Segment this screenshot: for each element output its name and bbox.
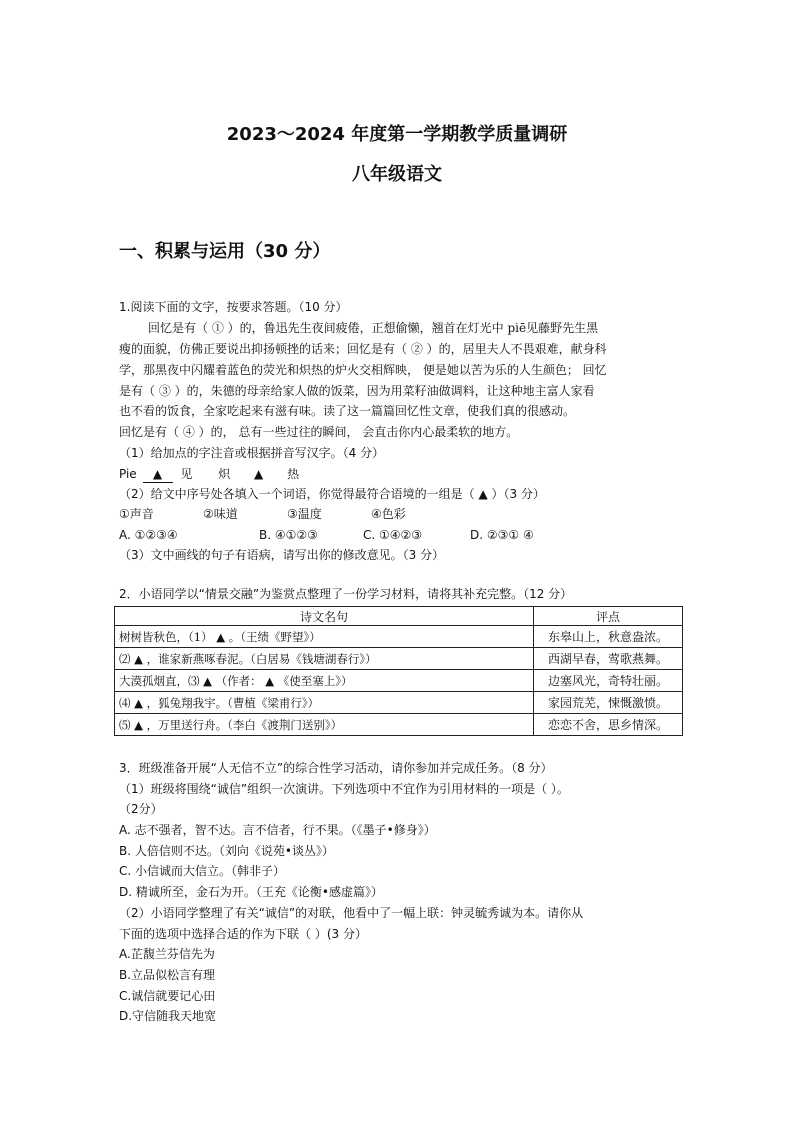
q3-sub2: （2）小语同学整理了有关“诚信”的对联，他看中了一幅上联：钟灵毓秀诚为本。请你从	[119, 906, 584, 920]
word-item: ④色彩	[371, 507, 406, 521]
q2-stem: 2．小语同学以“情景交融”为鉴赏点整理了一份学习材料，请将其补充完整。（12 分）	[119, 587, 573, 601]
q3-option-c[interactable]: C. 小信诚而大信立。（韩非子）	[119, 864, 286, 878]
poem-line-cell[interactable]: 树树皆秋色，（1） ▲ 。（王绩《野望》）	[115, 626, 534, 648]
couplet-option-d[interactable]: D.守信随我天地宽	[119, 1009, 217, 1023]
couplet-option-b[interactable]: B.立品似松言有理	[119, 968, 216, 982]
pinyin-prompt: Pie	[119, 467, 137, 481]
q3-option-a[interactable]: A. 志不强者，智不达。言不信者，行不果。（《墨子•修身》）	[119, 823, 436, 837]
answer-blank[interactable]: ▲	[143, 466, 173, 483]
q3-sub1-points: （2分）	[119, 802, 163, 816]
exam-subtitle: 八年级语文	[352, 164, 442, 185]
q3-sub2-cont: 下面的选项中选择合适的作为下联（ ）(3 分）	[119, 927, 367, 941]
q3-stem: 3．班级准备开展“人无信不立”的综合性学习活动，请你参加并完成任务。（8 分）	[119, 761, 553, 775]
q1-passage-line: 回忆是有（ ① ）的，鲁迅先生夜间疲倦，正想偷懒，翘首在灯光中 piē见藤野先生黑	[148, 321, 599, 335]
q1-passage-line: 也不看的饭食，全家吃起来有滋有味。读了这一篇篇回忆性文章，使我们真的很感动。	[119, 404, 576, 418]
couplet-option-c[interactable]: C.诚信就要记心田	[119, 989, 216, 1003]
comment-cell: 边塞风光，奇特壮丽。	[534, 670, 683, 692]
q1-stem: 1.阅读下面的文字，按要求答题。（10 分）	[119, 300, 348, 314]
poem-line-cell[interactable]: 大漠孤烟直，⑶ ▲ （作者： ▲ 《使至塞上》）	[115, 670, 534, 692]
q1-sub1: （1）给加点的字注音或根据拼音写汉字。（4 分）	[119, 446, 385, 460]
q3-option-b[interactable]: B. 人倍信则不达。（刘向《说苑•谈丛》）	[119, 844, 334, 858]
answer-blank[interactable]: ▲	[254, 467, 264, 481]
exam-title: 2023～2024 年度第一学期教学质量调研	[226, 124, 568, 145]
section-heading: 一、积累与运用（30 分）	[119, 241, 331, 262]
q1-passage-line: 瘦的面貌，仿佛正要说出抑扬顿挫的话来；回忆是有（ ② ）的，居里夫人不畏艰难，献身科	[119, 342, 607, 356]
word-item: ②味道	[203, 507, 238, 521]
poetry-table	[114, 606, 683, 736]
q1-sub3: （3）文中画线的句子有语病，请写出你的修改意见。（3 分）	[119, 548, 445, 562]
comment-cell: 恋恋不舍，思乡情深。	[534, 714, 683, 736]
q1-passage-line: 是有（ ③ ）的，朱德的母亲给家人做的饭菜，因为用菜籽油做调料，让这种地主富人家看	[119, 384, 595, 398]
poem-line-cell[interactable]: ⑷ ▲ ，狐兔翔我宇。（曹植《梁甫行》）	[115, 692, 534, 714]
word-item: ③温度	[287, 507, 322, 521]
word-list	[119, 506, 455, 522]
couplet-option-a[interactable]: A.芷馥兰芬信先为	[119, 947, 215, 961]
option-d[interactable]: D. ②③① ④	[470, 528, 534, 542]
char: 炽	[218, 467, 231, 481]
option-list	[119, 527, 570, 543]
word-item: ①声音	[119, 507, 154, 521]
char: 热	[287, 467, 300, 481]
table-row	[115, 648, 683, 670]
q3-option-d[interactable]: D. 精诚所至，金石为开。（王充《论衡•感虚篇》）	[119, 885, 383, 899]
option-a[interactable]: A. ①②③④	[119, 528, 178, 542]
comment-cell: 东皋山上，秋意盎浓。	[534, 626, 683, 648]
table-row	[115, 692, 683, 714]
table-header-row	[115, 607, 683, 626]
poem-line-cell[interactable]: ⑵ ▲ ，谁家新燕啄春泥。（白居易《钱塘湖春行》）	[115, 648, 534, 670]
q1-sub1-answer-row	[119, 466, 299, 483]
table-row	[115, 626, 683, 648]
q3-sub1: （1）班级将围绕“诚信”组织一次演讲。下列选项中不宜作为引用材料的一项是（ ）。	[119, 782, 569, 796]
table-header: 评点	[534, 607, 683, 626]
table-row	[115, 670, 683, 692]
char: 见	[180, 467, 193, 481]
option-c[interactable]: C. ①④②③	[363, 528, 423, 542]
q1-passage-line: 回忆是有（ ④ ）的， 总有一些过往的瞬间， 会直击你内心最柔软的地方。	[119, 425, 519, 439]
comment-cell: 西湖早春，莺歌燕舞。	[534, 648, 683, 670]
q1-passage-line: 学，那黑夜中闪耀着蓝色的荧光和炽热的炉火交相辉映， 便是她以苦为乐的人生颜色； 回忆	[119, 363, 607, 377]
poem-line-cell[interactable]: ⑸ ▲ ，万里送行舟。（李白《渡荆门送别》）	[115, 714, 534, 736]
comment-cell: 家园荒芜，悚慨激愤。	[534, 692, 683, 714]
table-header: 诗文名句	[115, 607, 534, 626]
q1-sub2: （2）给文中序号处各填入一个词语，你觉得最符合语境的一组是（ ▲ ）（3 分）	[119, 487, 545, 501]
table-row	[115, 714, 683, 736]
option-b[interactable]: B. ④①②③	[259, 528, 318, 542]
